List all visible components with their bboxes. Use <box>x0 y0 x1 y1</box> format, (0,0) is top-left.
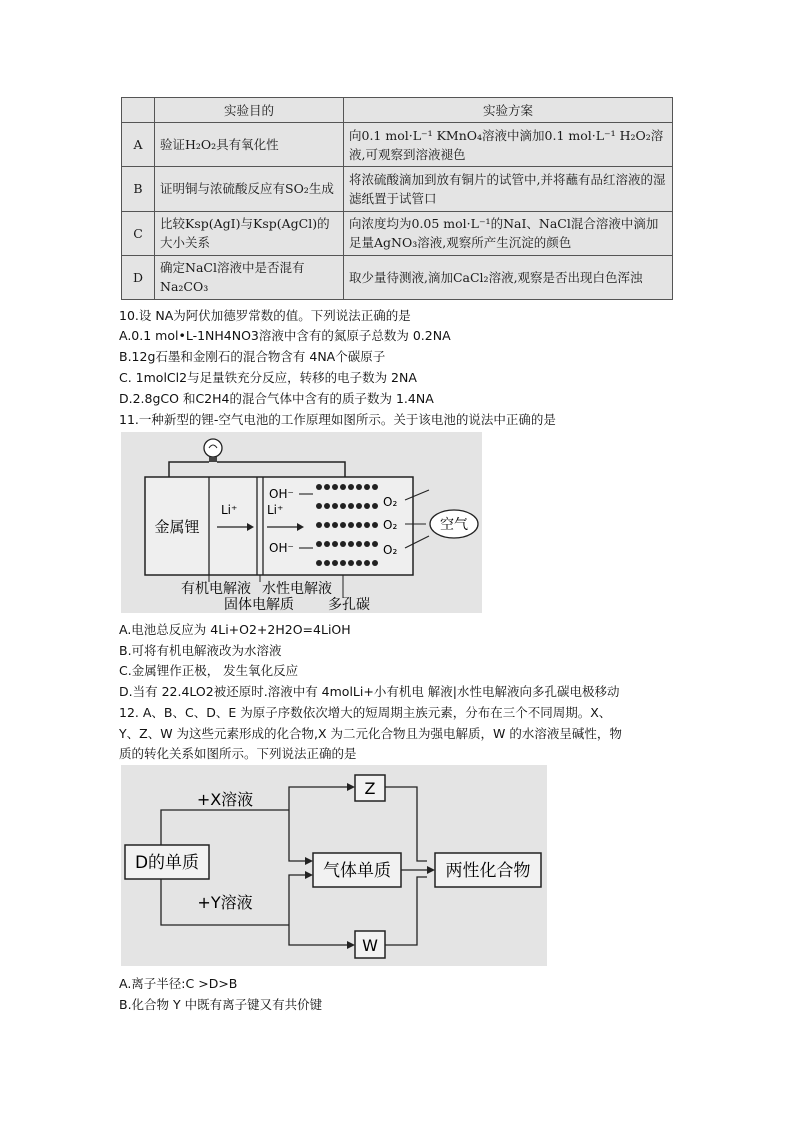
battery-diagram <box>121 432 482 613</box>
row-plan: 向浓度均为0.05 mol·L⁻¹的NaI、NaCl混合溶液中滴加足量AgNO₃溶液,观察所产生沉淀的颜色 <box>344 211 673 255</box>
oh-label-2: OH⁻ <box>269 541 294 555</box>
organic-electrolyte-label: 有机电解液 <box>181 581 251 597</box>
q11-stem: 11.一种新型的锂-空气电池的工作原理如图所示。关于该电池的说法中正确的是 <box>119 412 556 427</box>
upper-to-z <box>289 787 347 810</box>
o2-label-3: O₂ <box>383 543 398 557</box>
li-ion-label-2: Li⁺ <box>267 503 284 517</box>
metal-li-label: 金属锂 <box>154 518 200 536</box>
z-to-amph <box>385 787 427 861</box>
q12-option-a: A.离子半径:C >D>B <box>119 976 238 991</box>
wire-right <box>217 462 345 477</box>
plus-x-label: +X溶液 <box>196 790 254 809</box>
arrow-to-z <box>347 783 355 791</box>
row-plan: 取少量待测液,滴加CaCl₂溶液,观察是否出现白色浑浊 <box>344 255 673 299</box>
aqueous-electrolyte-label: 水性电解液 <box>262 581 332 597</box>
arrow-to-w <box>347 941 355 949</box>
gas-label: 气体单质 <box>323 861 391 881</box>
porous-carbon-label: 多孔碳 <box>328 597 370 613</box>
table-corner <box>122 98 155 123</box>
experiment-table-image <box>121 97 673 300</box>
lower-to-gas <box>289 875 305 925</box>
q12-stem-line2: Y、Z、W 为这些元素形成的化合物,X 为二元化合物且为强电解质，W 的水溶液呈碱性，物 <box>119 726 622 741</box>
wire-left <box>169 462 209 477</box>
lamp-base <box>209 457 217 462</box>
o2-label-2: O₂ <box>383 518 398 532</box>
branch-upper <box>161 810 289 845</box>
row-key: A <box>122 123 155 167</box>
q11-option-c: C.金属锂作正极， 发生氧化反应 <box>119 663 299 678</box>
q12-stem-line3: 质的转化关系如图所示。下列说法正确的是 <box>119 746 357 761</box>
arrow-lower-gas <box>305 871 313 879</box>
row-aim: 比较Ksp(AgI)与Ksp(AgCl)的大小关系 <box>155 211 344 255</box>
upper-to-gas <box>289 810 305 861</box>
header-aim: 实验目的 <box>155 98 344 123</box>
q11-option-a: A.电池总反应为 4Li+O2+2H2O=4LiOH <box>119 622 351 637</box>
d-single-label: D的单质 <box>134 853 200 873</box>
z-label: Z <box>364 779 376 798</box>
w-label: W <box>362 936 378 955</box>
plus-y-label: +Y溶液 <box>197 893 253 912</box>
q12-option-b: B.化合物 Y 中既有离子键又有共价键 <box>119 997 323 1012</box>
flow-diagram <box>121 765 547 966</box>
q11-option-b: B.可将有机电解液改为水溶液 <box>119 643 282 658</box>
arrow-to-amph <box>427 866 435 874</box>
li-ion-label-1: Li⁺ <box>221 503 238 517</box>
row-plan: 向0.1 mol·L⁻¹ KMnO₄溶液中滴加0.1 mol·L⁻¹ H₂O₂溶液,可观察到溶液褪色 <box>344 123 673 167</box>
q12-stem-line1: 12. A、B、C、D、E 为原子序数依次增大的短周期主族元素，分布在三个不同周期。X、 <box>119 705 612 720</box>
row-aim: 验证H₂O₂具有氧化性 <box>155 123 344 167</box>
q11-option-d: D.当有 22.4LO2被还原时.溶液中有 4molLi+小有机电 解液|水性电解液向多孔碳电极移动 <box>119 684 620 699</box>
q10-option-c: C. 1molCl2与足量铁充分反应，转移的电子数为 2NA <box>119 370 417 385</box>
row-plan: 将浓硫酸滴加到放有铜片的试管中,并将蘸有品红溶液的湿滤纸置于试管口 <box>344 167 673 211</box>
oh-label-1: OH⁻ <box>269 487 294 501</box>
battery-svg <box>121 432 482 613</box>
table-row <box>122 211 673 255</box>
experiment-table <box>121 97 673 300</box>
row-key: C <box>122 211 155 255</box>
header-plan: 实验方案 <box>344 98 673 123</box>
arrow-upper-gas <box>305 857 313 865</box>
row-aim: 确定NaCl溶液中是否混有Na₂CO₃ <box>155 255 344 299</box>
solid-electrolyte-label: 固体电解质 <box>224 597 294 613</box>
amphoteric-label: 两性化合物 <box>445 861 531 881</box>
table-row <box>122 167 673 211</box>
row-key: B <box>122 167 155 211</box>
lamp-icon <box>204 439 222 457</box>
q10-option-d: D.2.8gCO 和C2H4的混合气体中含有的质子数为 1.4NA <box>119 391 434 406</box>
air-label: 空气 <box>440 517 468 533</box>
row-key: D <box>122 255 155 299</box>
row-aim: 证明铜与浓硫酸反应有SO₂生成 <box>155 167 344 211</box>
q10-option-a: A.0.1 mol•L-1NH4NO3溶液中含有的氮原子总数为 0.2NA <box>119 328 451 343</box>
table-row <box>122 255 673 299</box>
lower-to-w <box>289 925 347 945</box>
table-header-row <box>122 98 673 123</box>
flow-svg <box>121 765 547 966</box>
q10-stem: 10.设 NA为阿伏加德罗常数的值。下列说法正确的是 <box>119 308 411 323</box>
o2-label-1: O₂ <box>383 495 398 509</box>
q10-option-b: B.12g石墨和金刚石的混合物含有 4NA个碳原子 <box>119 349 386 364</box>
table-row <box>122 123 673 167</box>
